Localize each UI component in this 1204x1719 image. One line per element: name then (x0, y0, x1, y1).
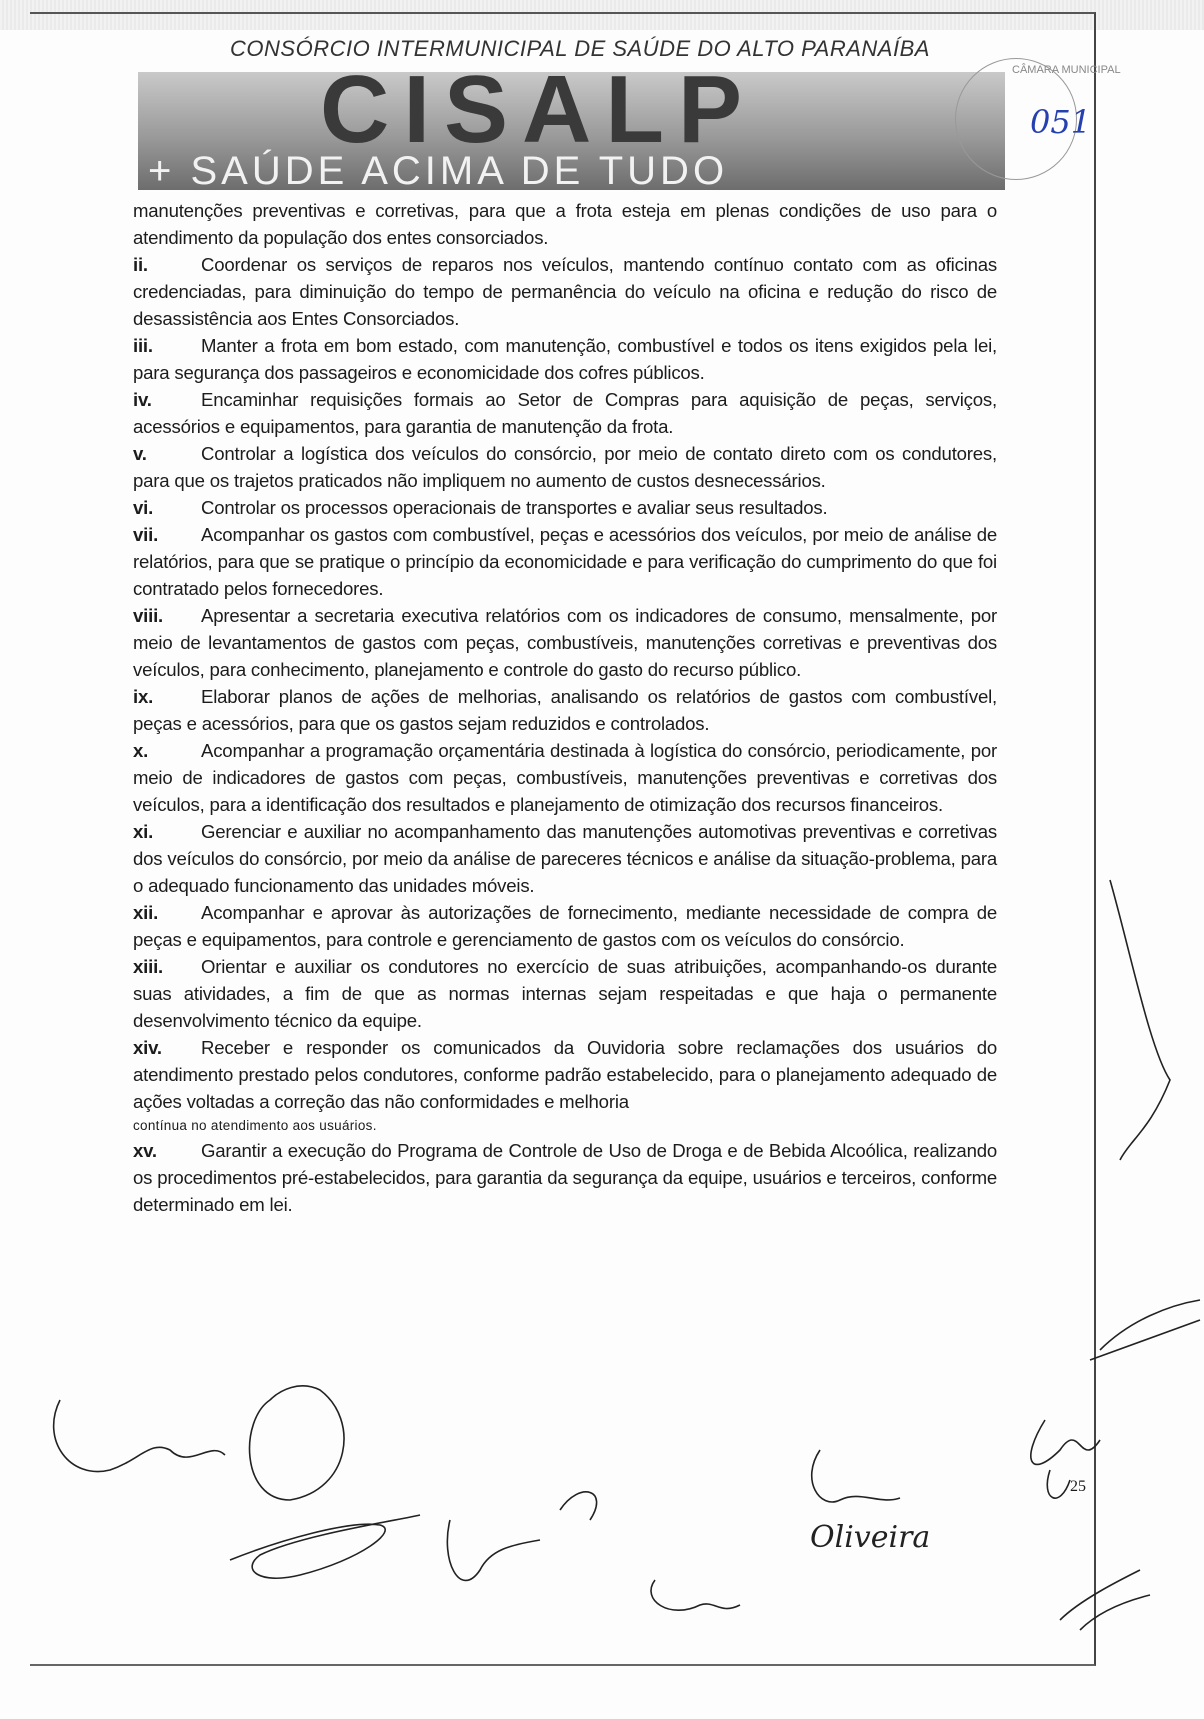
logo-banner (138, 72, 1005, 190)
item-number: xiv. (133, 1037, 162, 1058)
item-number: iii. (133, 335, 153, 356)
list-item (133, 899, 997, 953)
item-text: Controlar a logística dos veículos do consórcio, por meio de contato direto com os condutores, para que os trajetos praticados não impliquem no aumento de custos desnecessários. (133, 443, 997, 491)
item-number: viii. (133, 605, 164, 626)
item-text: Controlar os processos operacionais de transportes e avaliar seus resultados. (201, 497, 828, 518)
stamp-text: CÂMARA MUNICIPAL (1012, 64, 1121, 76)
item-number: vi. (133, 497, 154, 518)
item-text: Garantir a execução do Programa de Controle de Uso de Droga e de Bebida Alcoólica, realizando os procedimentos pré-estabelecidos, para garantia da segurança da equipe, usuários e terceiros, conforme determinado em lei. (133, 1140, 997, 1215)
item-number: v. (133, 443, 147, 464)
list-item (133, 251, 997, 332)
item-text: Manter a frota em bom estado, com manutenção, combustível e todos os itens exigidos pela lei, para segurança dos passageiros e economicidade dos cofres públicos. (133, 335, 997, 383)
list-item (133, 737, 997, 818)
item-text: Coordenar os serviços de reparos nos veículos, mantendo contínuo contato com as oficinas credenciadas, para diminuição do tempo de permanência do veículo na oficina e redução do risco de desassistência aos Entes Consorciados. (133, 254, 997, 329)
intro-paragraph: manutenções preventivas e corretivas, para que a frota esteja em plenas condições de uso para o atendimento da população dos entes consorciados. (133, 200, 997, 248)
list-item (133, 683, 997, 737)
item-text: Acompanhar a programação orçamentária destinada à logística do consórcio, periodicamente, por meio de indicadores de gastos com peças, combustíveis, manutenções preventivas e corretivas dos veículos, para a identificação dos resultados e planejamento de otimização dos recursos financeiros. (133, 740, 997, 815)
item-number: xv. (133, 1140, 157, 1161)
item-number: ix. (133, 686, 154, 707)
logo-text: CISALP (319, 72, 757, 163)
item-text: Orientar e auxiliar os condutores no exercício de suas atribuições, acompanhando-os durante suas atividades, a fim de que as normas internas sejam respeitadas e que haja o permanente desenvolvimento técnico da equipe. (133, 956, 997, 1031)
list-item (133, 494, 997, 521)
list-item (133, 332, 997, 386)
list-item (133, 602, 997, 683)
item-text: Acompanhar os gastos com combustível, peças e acessórios dos veículos, por meio de análise de relatórios, para que se pratique o princípio da economicidade e para verificação do cumprimento do que foi contratado pelos fornecedores. (133, 524, 997, 599)
organization-name: CONSÓRCIO INTERMUNICIPAL DE SAÚDE DO ALTO PARANAÍBA (230, 36, 930, 61)
item-text: Elaborar planos de ações de melhorias, analisando os relatórios de gastos com combustível, peças e acessórios, para que os gastos sejam reduzidos e controlados. (133, 686, 997, 734)
list-item (133, 953, 997, 1034)
item-text: Gerenciar e auxiliar no acompanhamento das manutenções automotivas preventivas e corretivas dos veículos do consórcio, por meio da análise de pareceres técnicos e análise da situação-problema, para o adequado funcionamento das unidades móveis. (133, 821, 997, 896)
item-text: Receber e responder os comunicados da Ouvidoria sobre reclamações dos usuários do atendimento prestado pelos condutores, conforme padrão estabelecido, para o planejamento adequado de ações voltadas a correção das não conformidades e melhoria (133, 1037, 997, 1112)
list-item (133, 386, 997, 440)
list-item (133, 1034, 997, 1115)
item-number: x. (133, 740, 149, 761)
item-number: vii. (133, 524, 159, 545)
item-number: xi. (133, 821, 154, 842)
list-item (133, 818, 997, 899)
item-text: Acompanhar e aprovar às autorizações de fornecimento, mediante necessidade de compra de peças e equipamentos, para controle e gerenciamento de gastos com os veículos do consórcio. (133, 902, 997, 950)
page-number: 25 (1070, 1478, 1086, 1495)
item-number: xii. (133, 902, 159, 923)
margin-mark-1 (1110, 880, 1170, 1160)
list-item (133, 1137, 997, 1218)
margin-mark-2 (1090, 1300, 1200, 1360)
handwritten-signature-name: Oliveira (810, 1520, 931, 1555)
item-number: ii. (133, 254, 148, 275)
item-text: Encaminhar requisições formais ao Setor de Compras para aquisição de peças, serviços, acessórios e equipamentos, para garantia de manutenção da frota. (133, 389, 997, 437)
list-item (133, 440, 997, 494)
item-number: iv. (133, 389, 152, 410)
document-body (133, 197, 997, 1218)
list-item (133, 521, 997, 602)
item-number: xiii. (133, 956, 164, 977)
handwritten-page-number: 051 (1030, 103, 1092, 141)
item-text: Apresentar a secretaria executiva relatórios com os indicadores de consumo, mensalmente, por meio de levantamentos de gastos com peças, combustíveis, manutenções corretivas e preventivas dos veículos, para conhecimento, planejamento e controle do gasto do recurso público. (133, 605, 997, 680)
slogan: + SAÚDE ACIMA DE TUDO (148, 149, 729, 190)
item-continuation: contínua no atendimento aos usuários. (133, 1118, 377, 1133)
item-list (133, 251, 997, 1218)
